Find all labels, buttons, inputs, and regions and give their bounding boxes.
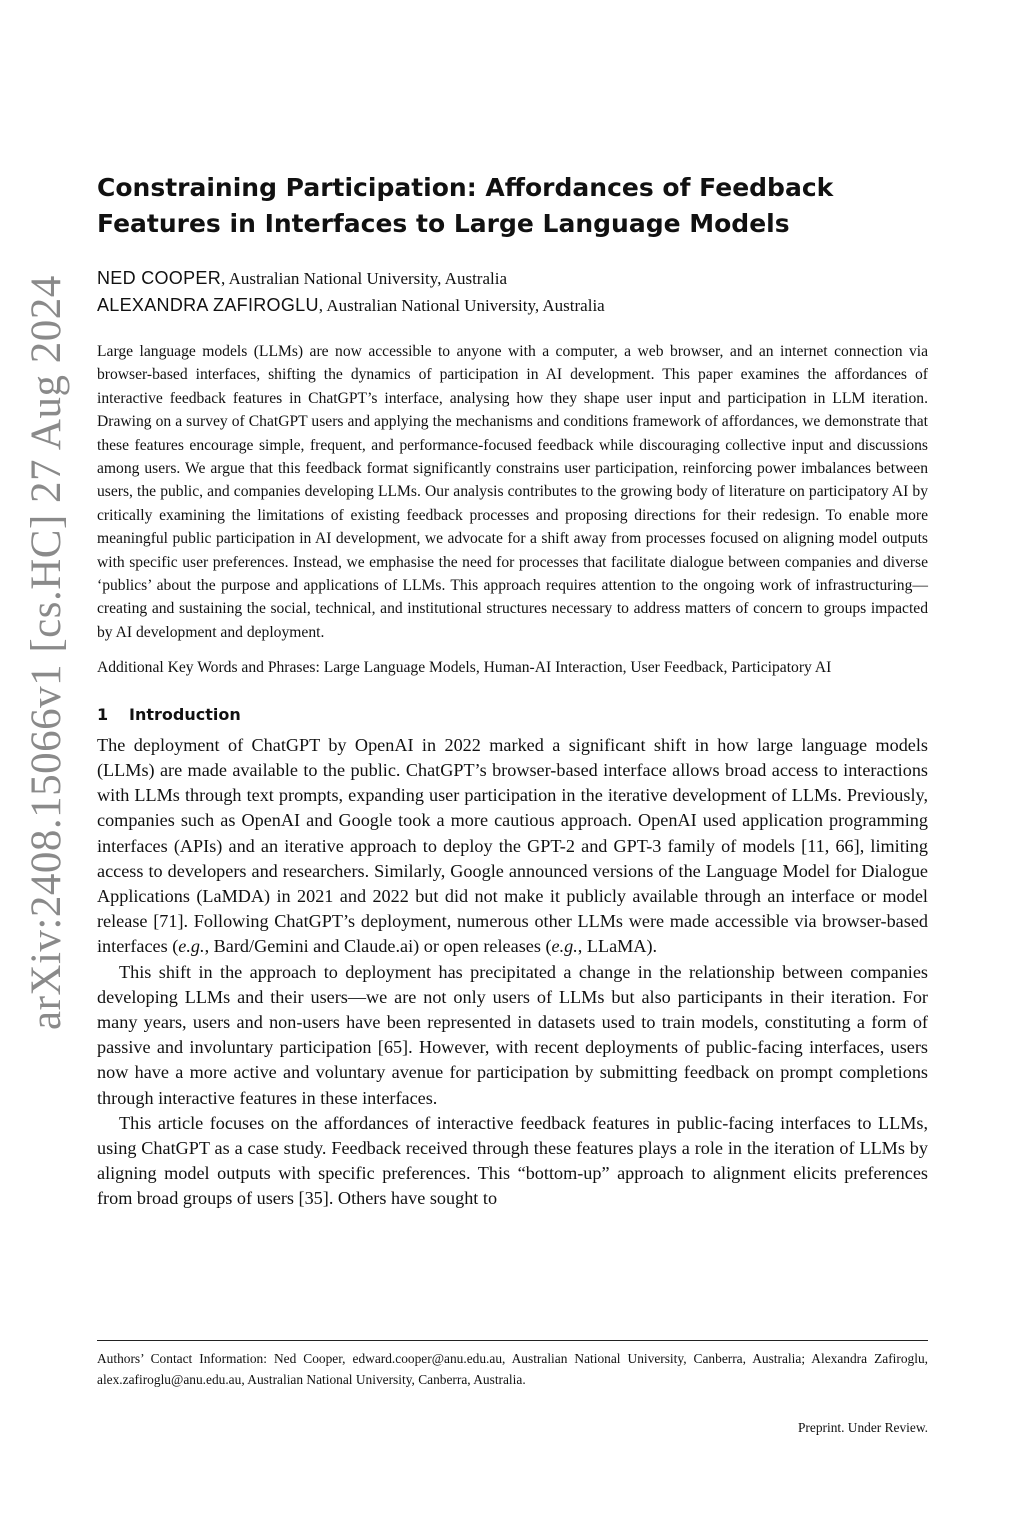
author-contact-footnote: Authors’ Contact Information: Ned Cooper, edward.cooper@anu.edu.au, Australian National University, Canberra, Australia; Alexandra Zafiroglu, alex.zafiroglu@anu.edu.au, Australian National University, Canberra, Australia. [97,1351,928,1387]
section-number: 1 [97,704,109,724]
paragraph-text: , Bard/Gemini and Claude.ai) or open releases ( [204,936,552,957]
paragraph-text: , LLaMA). [577,936,658,957]
paper-page [97,170,928,1212]
abstract: Large language models (LLMs) are now accessible to anyone with a computer, a web browser, and an internet connection via browser-based interfaces, shifting the dynamics of participation in AI development. This paper examines the affordances of interactive feedback features in ChatGPT’s interface, analysing how they shape user input and participation in LLM iteration. Drawing on a survey of ChatGPT users and applying the mechanisms and conditions framework of affordances, we demonstrate that these features encourage simple, frequent, and performance-focused feedback while discouraging collective input and discussions among users. We argue that this feedback format significantly constrains user participation, reinforcing power imbalances between users, the public, and companies developing LLMs. Our analysis contributes to the growing body of literature on participatory AI by critically examining the limitations of existing feedback processes and proposing directions for their redesign. To enable more meaningful public participation in AI development, we advocate for a shift away from processes focused on aligning model outputs with specific user preferences. Instead, we emphasise the need for processes that facilitate dialogue between companies and diverse ‘publics’ about the purpose and applications of LLMs. This approach requires attention to the ongoing work of infrastructuring—creating and sustaining the social, technical, and institutional structures necessary to address matters of concern to groups impacted by AI development and deployment. [97,343,928,641]
section-heading-introduction [97,704,928,726]
body-paragraph: This shift in the approach to deployment has precipitated a change in the relationship between companies developing LLMs and their users—we are not only users of LLMs but also participants in their iteration. For many years, users and non-users have been represented in datasets used to train models, constituting a form of passive and involuntary participation [65]. However, with recent deployments of public-facing interfaces, users now have a more active and voluntary avenue for participation by submitting feedback on prompt completions through interactive features in these interfaces. [97,961,928,1108]
keywords: Additional Key Words and Phrases: Large Language Models, Human-AI Interaction, User Feedback, Participatory AI [97,659,832,677]
author-affiliation: , Australian National University, Australia [221,269,507,288]
section-title: Introduction [129,704,241,724]
body-paragraph [97,733,928,960]
author-list [97,265,928,319]
author-name: ALEXANDRA ZAFIROGLU [97,295,319,315]
paper-title: Constraining Participation: Affordances of Feedback Features in Interfaces to Large Language Models [97,173,834,238]
author-entry [97,292,928,319]
author-name: NED COOPER [97,268,222,288]
author-affiliation: , Australian National University, Australia [318,296,605,315]
eg-abbreviation: e.g. [178,936,205,957]
body-paragraph: This article focuses on the affordances of interactive feedback features in public-facing interfaces to LLMs, using ChatGPT as a case study. Feedback received through these features plays a role in the iteration of LLMs by aligning model outputs with specific preferences. This “bottom-up” approach to alignment elicits preferences from broad groups of users [35]. Others have sought to [97,1112,928,1209]
eg-abbreviation: e.g. [551,936,578,957]
author-entry [97,265,928,292]
paragraph-text: The deployment of ChatGPT by OpenAI in 2022 marked a significant shift in how large language models (LLMs) are made available to the public. ChatGPT’s browser-based interface allows broad access to interactions with LLMs through text prompts, expanding user participation in the iterative development of LLMs. Previously, companies such as OpenAI and Google took a more cautious approach. OpenAI used application programming interfaces (APIs) and an iterative approach to deploy the GPT-2 and GPT-3 family of models [11, 66], limiting access to developers and researchers. Similarly, Google announced versions of the Language Model for Dialogue Applications (LaMDA) in 2021 and 2022 but did not make it publicly available through an interface or model release [71]. Following ChatGPT’s deployment, numerous other LLMs were made accessible via browser-based interfaces ( [97,734,928,957]
arxiv-identifier-stamp: arXiv:2408.15066v1 [cs.HC] 27 Aug 2024 [23,275,70,1030]
running-footer: Preprint. Under Review. [797,1420,928,1435]
footnote-divider [97,1340,928,1341]
